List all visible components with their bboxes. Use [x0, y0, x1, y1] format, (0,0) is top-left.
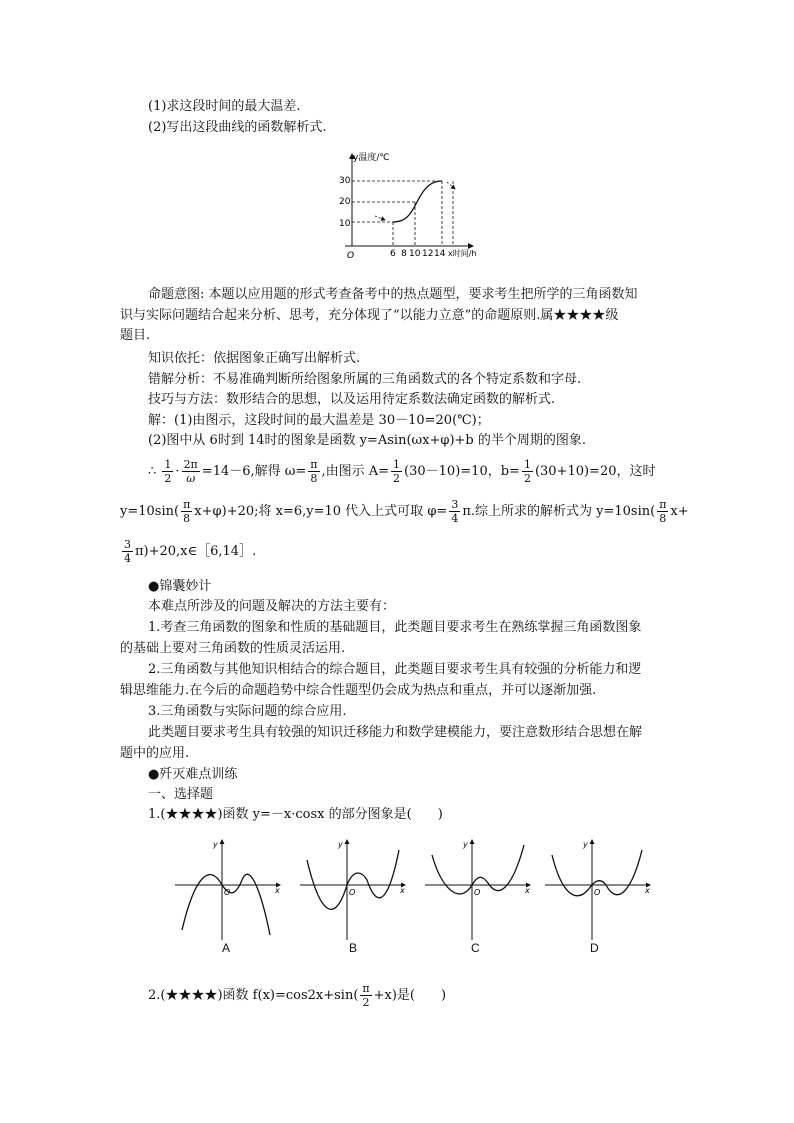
fraction-pi-8-b: $\frac{\pi}{8}$ [183, 498, 191, 525]
intent-line-1: 命题意图: 本题以应用题的形式考查备考中的热点题型，要求考生把所学的三角函数知 [148, 287, 638, 302]
tip-1-line-2: 的基础上要对三角函数的性质灵活运用. [120, 641, 346, 656]
option-b-label[interactable]: B [349, 941, 358, 955]
temperature-curve [393, 181, 442, 222]
question-part-1: (1)求这段时间的最大温差. [148, 99, 301, 114]
x-tick-6: 6 [390, 249, 396, 259]
tip-2-line-2: 辑思维能力.在今后的命题趋势中综合性题型仍会成为热点和重点，并可以逐渐加强. [120, 683, 597, 698]
solution-line-3: ∴ $\frac{1}{2}$ · $\frac{2\pi}{\omega}$ =14－6,解得 ω= $\frac{\pi}{8}$ ,由图示 A= $\frac{1}{2}$ (30－10)=10，b= $\frac{1}{2}$ (30+10)=20，这时 [148, 458, 656, 485]
option-x-label: x [275, 886, 280, 895]
dashed-guides [352, 181, 453, 246]
fraction-half-2: $\frac{1}{2}$ [393, 458, 401, 485]
option-y-label: y [463, 840, 468, 849]
solution-line-4: y=10sin( $\frac{\pi}{8}$ x+φ)+20;将 x=6,y=10 代入上式可取 φ= $\frac{3}{4}$ π.综上所求的解析式为 y=10sin( $\frac{\pi}{8}$ x+ [120, 498, 689, 525]
option-graphs [170, 835, 660, 965]
y-tick-10: 10 [339, 219, 351, 229]
solution-line-2: (2)图中从 6时到 14时的图象是函数 y=Asin(ωx+φ)+b 的半个周期的图象. [148, 433, 587, 448]
option-graph-a[interactable] [175, 840, 280, 940]
option-graph-d[interactable] [545, 840, 650, 940]
curve-extension-right [447, 182, 455, 189]
option-graph-c[interactable] [425, 840, 530, 940]
option-x-label: x [400, 886, 405, 895]
curve-extension-left [375, 216, 385, 220]
tip-1-line-1: 1.考查三角函数的图象和性质的基础题目，此类题目要求考生在熟练掌握三角函数图象 [148, 620, 642, 635]
training-heading: ●歼灭难点训练 [148, 767, 238, 782]
x-tick-12: 12 [422, 249, 434, 259]
option-curve [432, 845, 524, 894]
option-d-label[interactable]: D [590, 941, 599, 955]
fraction-3-4-b: $\frac{3}{4}$ [124, 538, 131, 565]
option-y-label: y [338, 840, 343, 849]
question-2: 2.(★★★★)函数 f(x)=cos2x+sin( $\frac{\pi}{2}$ +x)是( ) [148, 982, 447, 1009]
option-curve [307, 850, 399, 909]
tip-3: 3.三角函数与实际问题的综合应用. [148, 704, 347, 719]
intent-line-3: 题目. [120, 328, 151, 343]
solution-line-5: $\frac{3}{4}$ π)+20,x∈［6,14］. [124, 538, 257, 565]
fraction-pi-8-c: $\frac{\pi}{8}$ [659, 498, 667, 525]
tip-2-line-1: 2.三角函数与其他知识相结合的综合题目，此类题目要求考生具有较强的分析能力和逻 [148, 662, 642, 677]
fraction-2pi-omega: $\frac{2\pi}{\omega}$ [183, 458, 198, 485]
y-axis-label: y温度/℃ [353, 153, 390, 163]
fraction-half-3: $\frac{1}{2}$ [523, 458, 531, 485]
option-origin-label: O [474, 888, 481, 897]
solution-line-1: 解：(1)由图示，这段时间的最大温差是 30－10=20(℃)； [148, 413, 490, 428]
tip-3-detail-2: 题中的应用. [120, 746, 190, 761]
option-x-label: x [525, 886, 530, 895]
temperature-graph [335, 148, 495, 276]
option-origin-label: O [349, 888, 356, 897]
tips-heading: ●锦囊妙计 [148, 579, 212, 594]
option-curve [182, 874, 270, 935]
x-tick-14: 14 [434, 249, 446, 259]
tip-3-detail-1: 此类题目要求考生具有较强的知识迁移能力和数学建模能力，要注意数形结合思想在解 [148, 725, 643, 740]
option-y-label: y [583, 840, 588, 849]
origin-label: O [347, 251, 355, 261]
question-1: 1.(★★★★)函数 y=－x·cosx 的部分图象是( ) [148, 807, 443, 822]
skill-line: 技巧与方法：数形结合的思想，以及运用待定系数法确定函数的解析式. [148, 392, 556, 407]
x-tick-8: 8 [401, 249, 407, 259]
question-part-2: (2)写出这段曲线的函数解析式. [148, 120, 327, 135]
fraction-pi-8: $\frac{\pi}{8}$ [310, 458, 318, 485]
option-x-label: x [645, 886, 650, 895]
intent-line-2: 识与实际问题结合起来分析、思考，充分体现了“以能力立意”的命题原则.属★★★★级 [120, 308, 619, 323]
error-analysis-line: 错解分析：不易准确判断所给图象所属的三角函数式的各个特定系数和字母. [148, 372, 582, 387]
y-tick-20: 20 [339, 197, 351, 207]
option-origin-label: O [594, 888, 601, 897]
fraction-pi-2: $\frac{\pi}{2}$ [362, 982, 370, 1009]
x-tick-10: 10 [409, 249, 421, 259]
x-axis-label: x时间/h [448, 249, 477, 258]
option-c-label[interactable]: C [471, 941, 480, 955]
section-heading: 一、选择题 [148, 787, 214, 802]
tips-intro: 本难点所涉及的问题及解决的方法主要有： [148, 599, 396, 614]
knowledge-line: 知识依托：依据图象正确写出解析式. [148, 351, 361, 366]
therefore-symbol: ∴ [148, 464, 157, 479]
option-a-label[interactable]: A [222, 941, 231, 955]
option-y-label: y [213, 840, 218, 849]
option-origin-label: O [224, 888, 231, 897]
fraction-3-4: $\frac{3}{4}$ [451, 498, 459, 525]
fraction-half: $\frac{1}{2}$ [164, 458, 172, 485]
y-tick-30: 30 [339, 176, 351, 186]
option-graph-b[interactable] [300, 840, 405, 940]
